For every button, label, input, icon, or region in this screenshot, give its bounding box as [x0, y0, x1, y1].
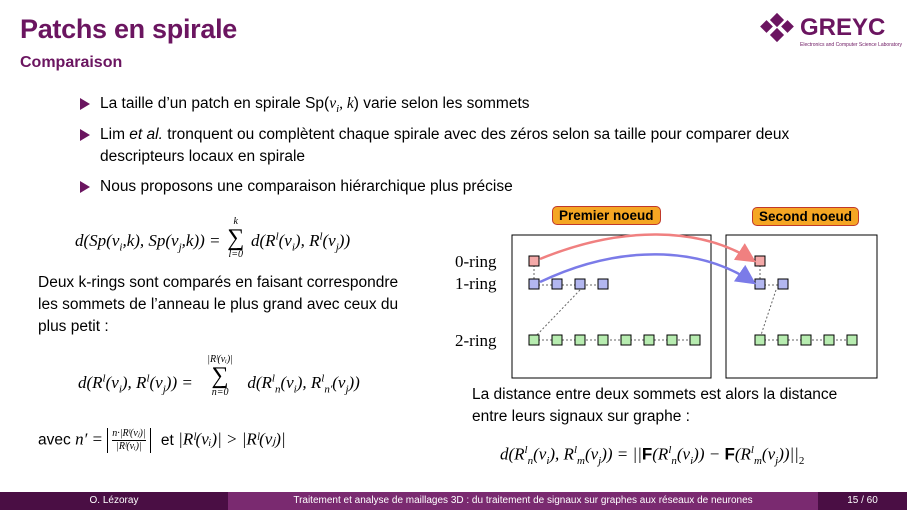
ring1-match-arrow — [540, 254, 754, 283]
bullet-triangle-icon — [80, 181, 90, 193]
bullet-2: Lim et al. tronquent ou complètent chaque spirale avec des zéros selon sa taille pour comparer deux descripteurs locaux en spirale — [80, 124, 840, 168]
slide-title: Patchs en spirale — [20, 14, 238, 44]
spiral-comparison-diagram — [510, 232, 880, 382]
greyc-logo-mark-icon — [756, 6, 906, 52]
footer-page-number: 15 / 60 — [818, 492, 907, 510]
logo-text: GREYC — [800, 14, 886, 41]
bullet-triangle-icon — [80, 98, 90, 110]
center-match-arrow — [540, 234, 754, 261]
signal-distance-text: La distance entre deux sommets est alors la distance entre leurs signaux sur graphe : — [472, 386, 838, 425]
footer-talk-title: Traitement et analyse de maillages 3D : du traitement de signaux sur graphes aux réseaux de neurones — [228, 492, 818, 510]
first-node-center-vertex — [529, 256, 539, 266]
slide-subtitle: Comparaison — [20, 54, 123, 71]
second-node-center-vertex — [755, 256, 765, 266]
bullet-3: Nous proposons une comparaison hiérarchique plus précise — [80, 176, 840, 198]
badge-second-node: Second noeud — [752, 207, 859, 226]
equation-spiral-distance: $d(Sp(v_i,k)$, $Sp(v_j,k)$) = k ∑ l=0 $d(R^l(v_i)$, $R^l(v_j)$) — [75, 216, 351, 260]
label-2-ring: 2-ring — [455, 331, 497, 350]
logo-tagline: Electronics and Computer Science Laboratory — [800, 42, 902, 48]
slide-footer — [0, 492, 907, 510]
greyc-logo — [756, 6, 906, 52]
bullet-1-text-a: La taille d’un patch en spirale Sp( — [100, 95, 330, 112]
bullet-1-text-b: ) varie selon les sommets — [353, 95, 530, 112]
equation-ring-distance: $d(R^l(v_i)$, $R^l(v_j)$) = |Rˡ(vᵢ)| ∑ n=0 $d(R^l_n(v_i)$, $R^l_{n'}(v_j)$) — [78, 354, 360, 398]
label-0-ring: 0-ring — [455, 252, 497, 271]
label-1-ring: 1-ring — [455, 274, 497, 293]
bullet-triangle-icon — [80, 129, 90, 141]
equation-signal-distance: $d(R^l_n(v_i)$, $R^l_m(v_j)) = ||F(R^l_n(v_i)) - F(R^l_m(v_j))||_2$ — [500, 444, 805, 468]
footer-author: O. Lézoray — [0, 492, 228, 510]
avec-condition: avec n′ = $\frac{\text{n·|Rˡ(vⱼ)|}}{\text{|Rˡ(vᵢ)|}}$ et |Rˡ(vᵢ)| > |Rˡ(vⱼ)| — [38, 428, 286, 452]
badge-first-node: Premier noeud — [552, 206, 661, 225]
bullet-1: La taille d’un patch en spirale $Sp(v_i$, k) varie selon les sommets — [80, 93, 840, 120]
rings-comparison-text: Deux k-rings sont comparés en faisant correspondre les sommets de l’anneau le plus grand avec ceux du plus petit : — [38, 274, 399, 335]
